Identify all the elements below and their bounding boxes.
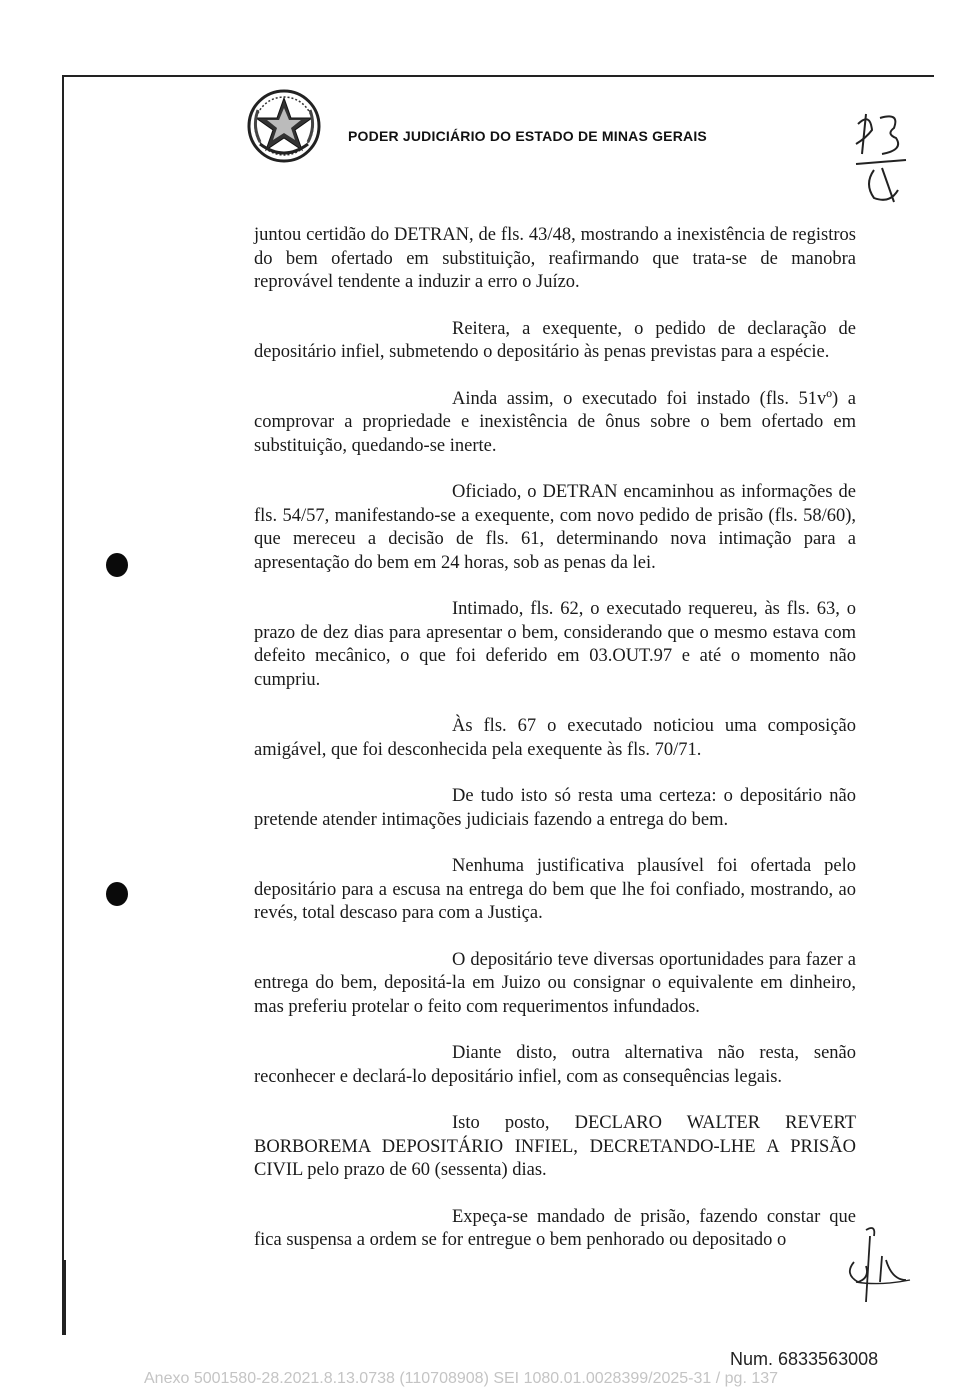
paragraph-instado: Ainda assim, o executado foi instado (fls. 51vº) a comprovar a propriedade e inexistência de ônus sobre o bem ofertado em substituição, quedando-se inerte. xyxy=(254,388,856,456)
page-frame-left xyxy=(62,75,64,1333)
state-coat-of-arms-seal xyxy=(246,88,322,164)
document-number: Num. 6833563008 xyxy=(730,1349,879,1369)
decision-body xyxy=(254,224,856,1276)
paragraph-mandado: Expeça-se mandado de prisão, fazendo constar que fica suspensa a ordem se for entregue o bem penhorado ou depositado o xyxy=(254,1206,856,1250)
paragraph-intimado: Intimado, fls. 62, o executado requereu, às fls. 63, o prazo de dez dias para apresentar o bem, considerando que o mesmo estava com defeito mecânico, o que foi deferido em 03.OUT.97 e até o momento não cumpriu. xyxy=(254,599,856,690)
paragraph-justificativa: Nenhuma justificativa plausível foi ofertada pelo depositário para a escusa na entrega do bem que lhe foi confiado, mostrando, ao revés, total descaso para com a Justiça. xyxy=(254,856,856,923)
handwritten-signature xyxy=(836,1222,916,1312)
paragraph-declaro: Isto posto, DECLARO WALTER REVERT BORBOREMA DEPOSITÁRIO INFIEL, DECRETANDO-LHE A PRISÃO CIVIL pelo prazo de 60 (sessenta) dias. xyxy=(254,1113,856,1180)
page-frame-binding xyxy=(62,1260,66,1335)
page-frame-top xyxy=(62,75,934,77)
paragraph-reiteration: Reitera, a exequente, o pedido de declaração de depositário infiel, submetendo o depositário às penas previstas para a espécie. xyxy=(254,318,856,362)
paragraph-oficiado: Oficiado, o DETRAN encaminhou as informações de fls. 54/57, manifestando-se a exequente, com novo pedido de prisão (fls. 58/60), que mereceu a decisão de fls. 61, determinando nova intimação para a apresentação do bem em 24 horas, sob as penas da lei. xyxy=(254,482,856,573)
court-header-title: PODER JUDICIÁRIO DO ESTADO DE MINAS GERAIS xyxy=(348,128,707,144)
sei-watermark: Anexo 5001580-28.2021.8.13.0738 (110708908) SEI 1080.01.0028399/2025-31 / pg. 137 xyxy=(144,1370,779,1387)
handwritten-page-number xyxy=(848,104,918,214)
punch-hole-lower xyxy=(106,882,128,906)
punch-hole-upper xyxy=(106,553,128,577)
paragraph-certeza: De tudo isto só resta uma certeza: o depositário não pretende atender intimações judiciais fazendo a entrega do bem. xyxy=(254,786,856,830)
paragraph-oportunidades: O depositário teve diversas oportunidades para fazer a entrega do bem, depositá-la em Juizo ou consignar o equivalente em dinheiro, mas preferiu protelar o feito com requerimentos infundados. xyxy=(254,949,856,1017)
paragraph-composicao: Às fls. 67 o executado noticiou uma composição amigável, que foi desconhecida pela exequente às fls. 70/71. xyxy=(254,716,856,760)
paragraph-detran-certificate: juntou certidão do DETRAN, de fls. 43/48, mostrando a inexistência de registros do bem ofertado em substituição, reafirmando que trata-se de manobra reprovável tendente a induzir a erro o Juízo. xyxy=(254,225,856,292)
paragraph-diante-disto: Diante disto, outra alternativa não resta, senão reconhecer e declará-lo depositário infiel, com as consequências legais. xyxy=(254,1043,856,1087)
